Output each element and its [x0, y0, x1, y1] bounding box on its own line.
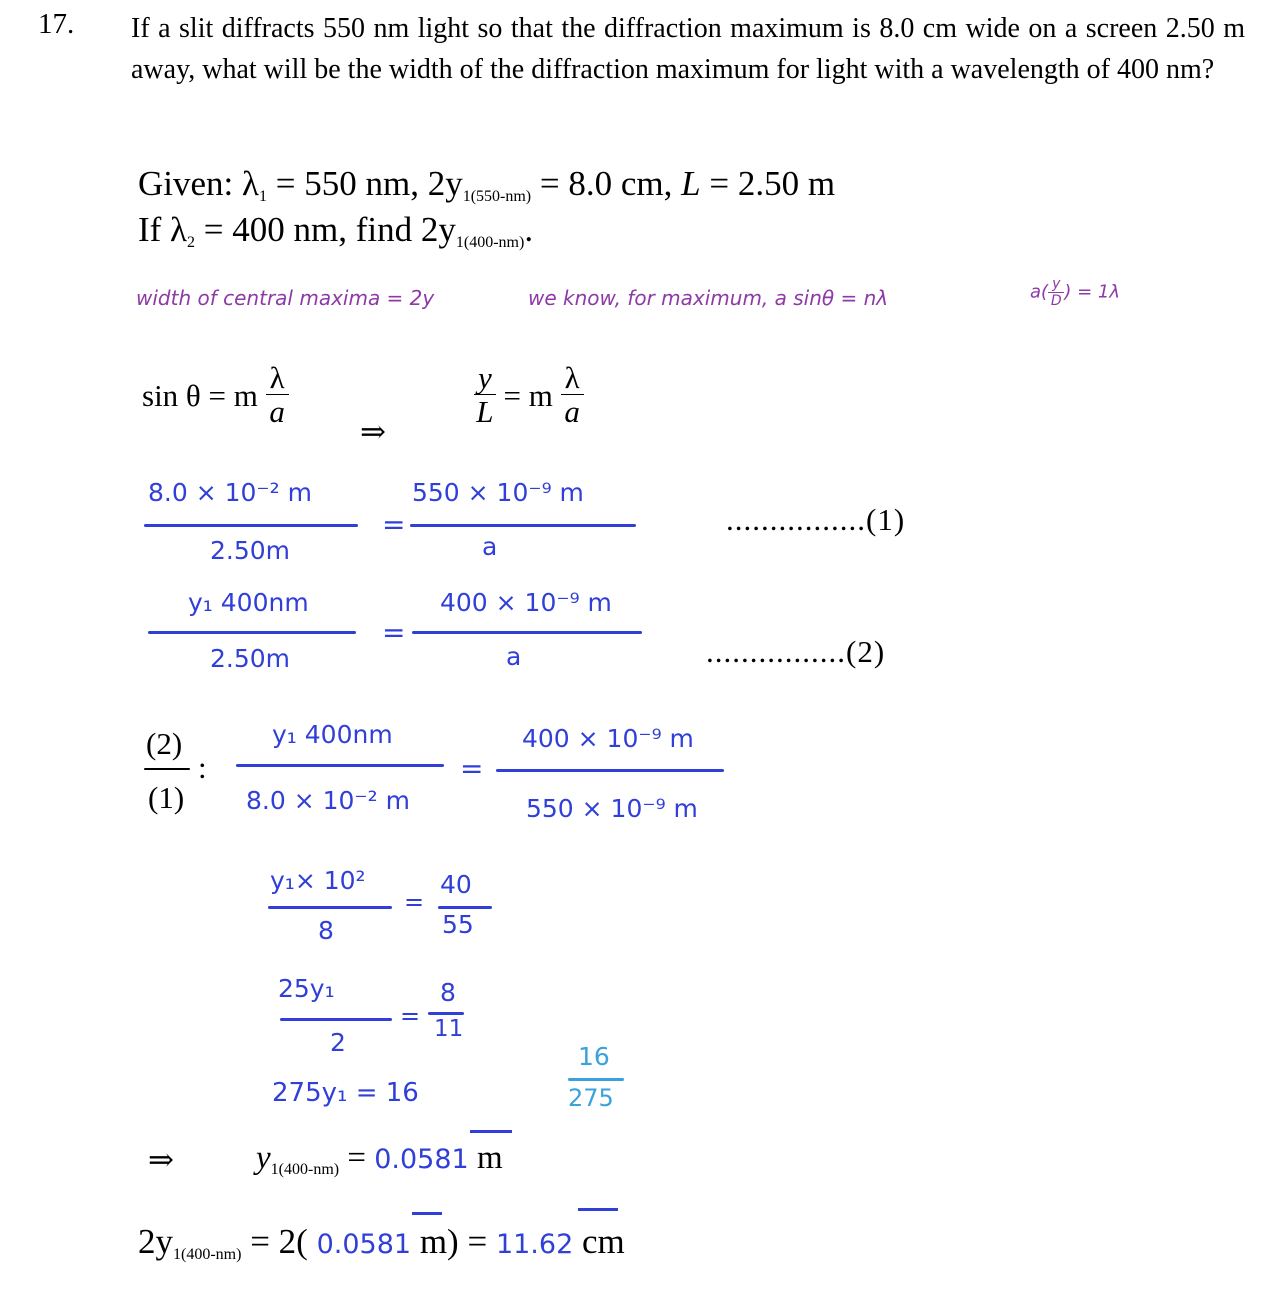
step1-lhs-numerator: y₁× 10² [270, 866, 366, 895]
result-y-expression: $y_{1(400-nm)} = 0.0581$ m [256, 1140, 503, 1178]
div-equals: = [460, 752, 484, 785]
final-y-value: 0.0581 [316, 1229, 412, 1260]
div-lhs-fraction-bar [236, 764, 444, 767]
step2-rhs-bar [428, 1012, 464, 1015]
eq2-lhs-fraction-bar [148, 631, 356, 634]
step2-equals: = [400, 1002, 421, 1030]
final-answer-line: $2y_{1(400-nm)} = 2$( 0.0581 m) = 11.62 cm [138, 1222, 625, 1263]
step1-equals: = [404, 888, 425, 916]
question-text: If a slit diffracts 550 nm light so that the diffraction maximum is 8.0 cm wide on a screen 2.50 m away, what will be the width of the diffraction maximum for light with a wavelength of 400 nm? [131, 13, 1245, 85]
step2-lhs-denominator: 2 [330, 1028, 346, 1057]
step1-rhs-denominator: 55 [442, 910, 474, 939]
step1-rhs-numerator: 40 [440, 870, 472, 899]
division-label-bar [144, 768, 190, 770]
step1-rhs-bar [438, 906, 492, 909]
repeating-bar-result [470, 1130, 512, 1133]
eq2-rhs-denominator: a [506, 642, 522, 671]
given-line-2: If $\lambda_2 = 400$ nm, find $2y_{1(400-nm)}$. [138, 210, 534, 251]
eq1-lhs-denominator: 2.50m [210, 536, 291, 565]
eq1-equals: = [382, 508, 406, 541]
div-rhs-fraction-bar [496, 769, 724, 772]
note-ratio: a( $\frac{y}{D}$ ) = 1λ [1030, 276, 1121, 309]
eq2-rhs-fraction-bar [412, 631, 642, 634]
step2-lhs-numerator: 25y₁ [278, 974, 335, 1003]
side-calc-numerator: 16 [578, 1042, 610, 1071]
div-rhs-denominator: 550 × 10⁻⁹ m [526, 794, 698, 823]
implies-arrow-2: ⇒ [148, 1142, 174, 1177]
step2-lhs-bar [280, 1018, 392, 1021]
eq1-rhs-numerator: 550 × 10⁻⁹ m [412, 478, 584, 507]
eq1-rhs-fraction-bar [410, 524, 636, 527]
final-width-value: 11.62 [495, 1229, 574, 1260]
div-lhs-denominator: 8.0 × 10⁻² m [246, 786, 410, 815]
repeating-bar-final-answer [578, 1208, 618, 1211]
division-top-label: (2) [146, 726, 183, 761]
formula-sin-theta: sin θ = m $\frac{\lambda}{a}$ [142, 362, 289, 429]
eq1-rhs-denominator: a [482, 532, 498, 561]
eq2-rhs-numerator: 400 × 10⁻⁹ m [440, 588, 612, 617]
div-lhs-numerator: y₁ 400nm [272, 720, 393, 749]
eq2-leader-dots: ................(2) [706, 634, 886, 669]
note-maximum-condition: we know, for maximum, a sinθ = nλ [528, 286, 889, 310]
step3-equation: 275y₁ = 16 [272, 1078, 419, 1108]
eq1-leader-dots: ................(1) [726, 502, 906, 537]
step1-lhs-denominator: 8 [318, 916, 334, 945]
step2-rhs-denominator: 11 [434, 1016, 464, 1042]
step1-lhs-bar [268, 906, 392, 909]
formula-small-angle: $\frac{y}{L}$ = m $\frac{\lambda}{a}$ [474, 362, 584, 429]
note-central-maxima: width of central maxima = 2y [136, 286, 435, 310]
repeating-bar-final-y [412, 1212, 442, 1215]
side-calc-bar [568, 1078, 624, 1081]
division-bottom-label: (1) [148, 780, 185, 815]
eq2-lhs-denominator: 2.50m [210, 644, 291, 673]
result-y-value: 0.0581 [374, 1144, 469, 1175]
side-calc-denominator: 275 [568, 1084, 614, 1112]
eq2-equals: = [382, 616, 406, 649]
division-colon: : [198, 750, 207, 785]
step2-rhs-numerator: 8 [440, 978, 456, 1007]
implies-arrow-1: ⇒ [360, 414, 386, 449]
eq1-lhs-fraction-bar [144, 524, 358, 527]
eq1-lhs-numerator: 8.0 × 10⁻² m [148, 478, 312, 507]
div-rhs-numerator: 400 × 10⁻⁹ m [522, 724, 694, 753]
eq2-lhs-numerator: y₁ 400nm [188, 588, 309, 617]
given-line-1: Given: $\lambda_1 = 550$ nm, $2y_{1(550-nm)} = 8.0$ cm, L = 2.50 m [138, 164, 836, 205]
question-number: 17. [38, 8, 75, 40]
